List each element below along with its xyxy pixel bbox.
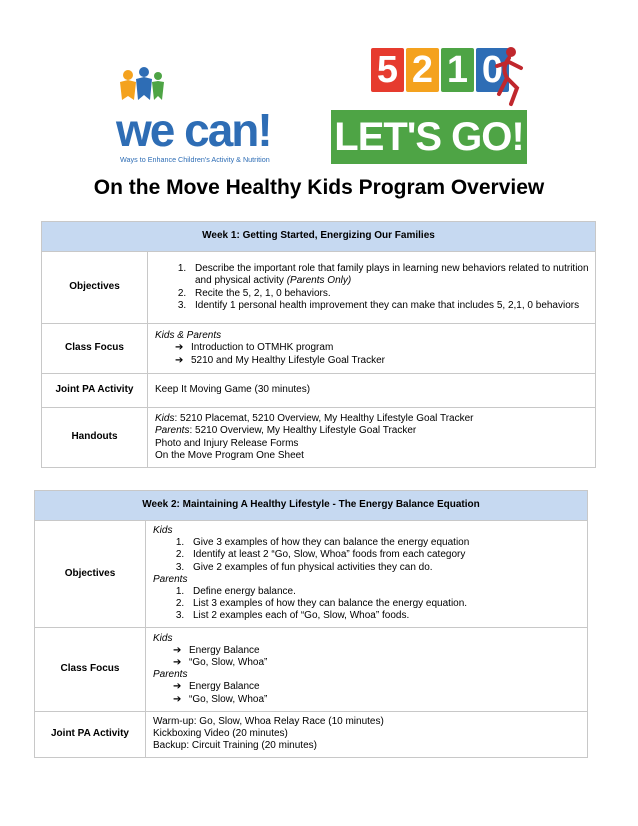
list-item: 2. List 3 examples of how they can balance the energy equation. xyxy=(187,598,581,610)
week2-objectives xyxy=(146,521,588,628)
week1-objectives xyxy=(148,252,596,324)
list-item: ➔ Energy Balance xyxy=(173,644,260,656)
5210-letsgo-logo xyxy=(331,44,527,164)
list-item: On the Move Program One Sheet xyxy=(155,449,304,461)
list-item: 1. Give 3 examples of how they can balance the energy equation xyxy=(187,537,581,549)
list-item: 3. Identify 1 personal health improvement they can make that includes 5, 2,1, 0 behaviors xyxy=(189,300,589,312)
list-item: Kickboxing Video (20 minutes) xyxy=(153,728,288,740)
week2-joint-pa xyxy=(146,711,588,757)
week1-joint-pa: Keep It Moving Game (30 minutes) xyxy=(148,374,596,408)
week2-objectives-label: Objectives xyxy=(35,521,146,628)
list-item: Kids: 5210 Placemat, 5210 Overview, My Healthy Lifestyle Goal Tracker xyxy=(155,413,474,425)
figures-icon xyxy=(120,67,164,100)
list-item: Parents: 5210 Overview, My Healthy Lifestyle Goal Tracker xyxy=(155,425,417,437)
digit-5: 5 xyxy=(371,48,404,92)
week2-table xyxy=(34,490,588,758)
week2-class-focus xyxy=(146,627,588,711)
letsgo-banner: LET'S GO! xyxy=(331,110,527,164)
list-item: Photo and Injury Release Forms xyxy=(155,437,299,449)
list-item: 3. List 2 examples each of “Go, Slow, Whoa” foods. xyxy=(187,610,581,622)
list-item: 3. Give 2 examples of fun physical activities they can do. xyxy=(187,562,581,574)
5210-digits xyxy=(371,48,509,92)
week1-class-focus xyxy=(148,324,596,374)
list-item: 2. Recite the 5, 2, 1, 0 behaviors. xyxy=(189,288,589,300)
week2-header: Week 2: Maintaining A Healthy Lifestyle - The Energy Balance Equation xyxy=(35,491,588,521)
week1-joint-pa-label: Joint PA Activity xyxy=(42,374,148,408)
list-item: 1. Define energy balance. xyxy=(187,586,581,598)
week1-handouts xyxy=(148,408,596,468)
week1-class-focus-label: Class Focus xyxy=(42,324,148,374)
list-item: 2. Identify at least 2 “Go, Slow, Whoa” foods from each category xyxy=(187,549,581,561)
week1-objectives-label: Objectives xyxy=(42,252,148,324)
digit-1: 1 xyxy=(441,48,474,92)
list-item: ➔ Introduction to OTMHK program xyxy=(175,342,334,354)
wecan-wordmark: we can! xyxy=(116,104,271,156)
wecan-tagline: Ways to Enhance Children's Activity & Nutrition xyxy=(120,155,270,164)
page-title: On the Move Healthy Kids Program Overview xyxy=(93,176,545,199)
list-item: ➔ “Go, Slow, Whoa” xyxy=(173,693,268,705)
arrow-right-icon: ➔ xyxy=(173,656,182,668)
list-item: ➔ 5210 and My Healthy Lifestyle Goal Tracker xyxy=(175,354,385,366)
list-item: 1. Describe the important role that family plays in learning new behaviors related to nutrition and physical activity (Parents Only) xyxy=(189,263,589,287)
digit-0: 0 xyxy=(476,48,509,92)
audience-label: Kids & Parents xyxy=(155,330,222,342)
arrow-right-icon: ➔ xyxy=(173,644,182,656)
arrow-right-icon: ➔ xyxy=(173,693,182,705)
week2-class-focus-label: Class Focus xyxy=(35,627,146,711)
arrow-right-icon: ➔ xyxy=(175,354,184,366)
list-item: ➔ Energy Balance xyxy=(173,681,260,693)
week1-header: Week 1: Getting Started, Energizing Our Families xyxy=(42,222,596,252)
week2-joint-pa-label: Joint PA Activity xyxy=(35,711,146,757)
audience-label: Kids xyxy=(153,632,173,644)
arrow-right-icon: ➔ xyxy=(175,342,184,354)
wecan-logo xyxy=(114,66,332,166)
audience-label: Parents xyxy=(153,573,188,585)
list-item: Backup: Circuit Training (20 minutes) xyxy=(153,740,317,752)
list-item: ➔ “Go, Slow, Whoa” xyxy=(173,656,268,668)
week1-handouts-label: Handouts xyxy=(42,408,148,468)
audience-label: Kids xyxy=(153,525,173,536)
audience-label: Parents xyxy=(153,669,188,681)
week1-table xyxy=(41,221,596,468)
runner-icon xyxy=(491,44,527,108)
list-item: Warm-up: Go, Slow, Whoa Relay Race (10 minutes) xyxy=(153,715,384,727)
digit-2: 2 xyxy=(406,48,439,92)
arrow-right-icon: ➔ xyxy=(173,681,182,693)
